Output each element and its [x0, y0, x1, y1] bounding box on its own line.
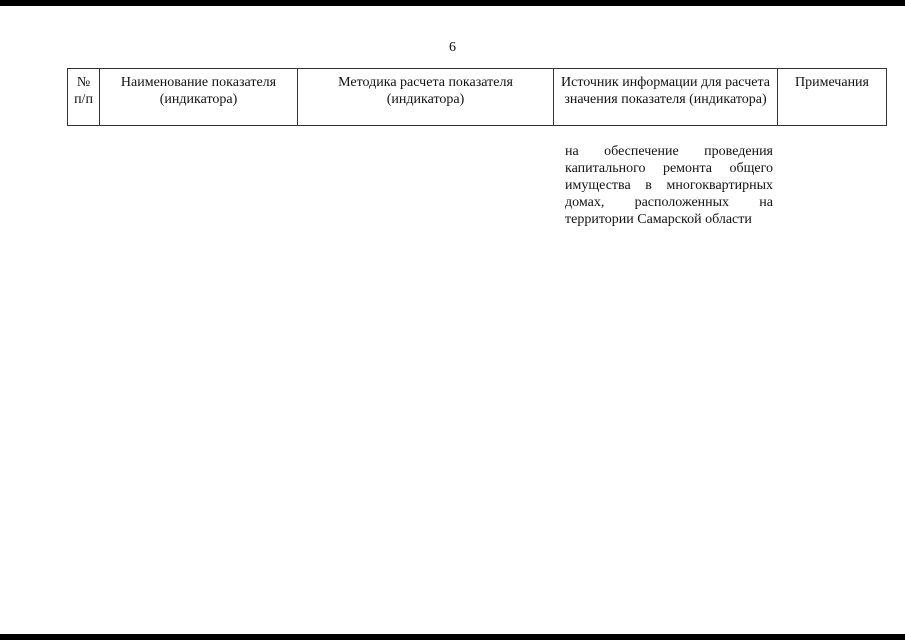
header-indicator-name: Наименование показателя (индикатора) [100, 69, 298, 126]
text-line: домах, расположенных на [565, 195, 773, 210]
text-line: капитального ремонта общего [565, 161, 773, 176]
page-number: 6 [449, 40, 456, 55]
table-header-row [68, 69, 887, 126]
header-number: № п/п [68, 69, 100, 126]
text-line: имущества в многоквартирных [565, 178, 773, 193]
scan-top-border [0, 0, 905, 6]
indicator-table [67, 68, 887, 126]
source-cell-continuation [565, 143, 773, 228]
header-information-source: Источник информации для расчета значения показателя (индикатора) [554, 69, 778, 126]
header-calculation-method: Методика расчета показателя (индикатора) [298, 69, 554, 126]
text-line: на обеспечение проведения [565, 144, 773, 159]
header-notes: Примечания [778, 69, 887, 126]
text-line: территории Самарской области [565, 212, 752, 227]
scan-bottom-border [0, 634, 905, 640]
